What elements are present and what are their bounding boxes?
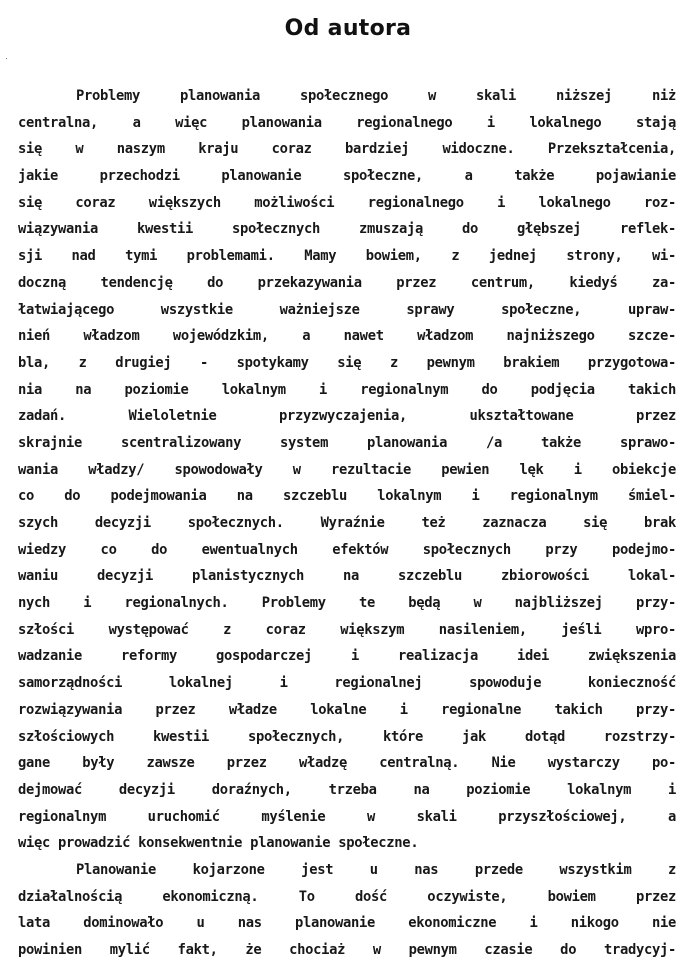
text-line: łatwiającego wszystkie ważniejsze sprawy społeczne, upraw- bbox=[18, 301, 676, 318]
text-line: rozwiązywania przez władze lokalne i regionalne takich przy- bbox=[18, 701, 676, 718]
text-line: lata dominowało u nas planowanie ekonomiczne i nikogo nie bbox=[18, 915, 676, 932]
body-text bbox=[18, 83, 676, 964]
text-line: skrajnie scentralizowany system planowania /a także sprawo- bbox=[18, 434, 676, 451]
text-line: Planowanie kojarzone jest u nas przede wszystkim z bbox=[76, 861, 676, 878]
text-line: sji nad tymi problemami. Mamy bowiem, z jednej strony, wi- bbox=[18, 248, 676, 265]
text-line: centralna, a więc planowania regionalnego i lokalnego stają bbox=[18, 114, 676, 131]
text-line: Problemy planowania społecznego w skali niższej niż bbox=[76, 88, 676, 104]
text-line: działalnością ekonomiczną. To dość oczywiste, bowiem przez bbox=[18, 888, 676, 905]
text-line: bla, z drugiej - spotykamy się z pewnym brakiem przygotowa- bbox=[18, 354, 676, 371]
text-line: zadań. Wieloletnie przyzwyczajenia, ukształtowane przez bbox=[18, 408, 676, 425]
text-line: powinien mylić fakt, że chociaż w pewnym czasie do tradycyj- bbox=[18, 942, 676, 958]
text-line: samorządności lokalnej i regionalnej spowoduje konieczność bbox=[18, 675, 676, 692]
text-line: się coraz większych możliwości regionalnego i lokalnego roz- bbox=[18, 194, 676, 211]
text-line: jakie przechodzi planowanie społeczne, a także pojawianie bbox=[18, 168, 676, 185]
text-line: doczną tendencję do przekazywania przez centrum, kiedyś za- bbox=[18, 274, 676, 291]
text-line: regionalnym uruchomić myślenie w skali przyszłościowej, a bbox=[18, 808, 676, 825]
text-line: więc prowadzić konsekwentnie planowanie społeczne. bbox=[18, 835, 419, 852]
text-line: wania władzy/ spowodowały w rezultacie pewien lęk i obiekcje bbox=[18, 461, 676, 478]
page-title: Od autora bbox=[284, 16, 412, 41]
text-line: nień władzom wojewódzkim, a nawet władzom najniższego szcze- bbox=[18, 328, 676, 345]
text-line: nych i regionalnych. Problemy te będą w najbliższej przy- bbox=[18, 595, 676, 612]
text-line: szych decyzji społecznych. Wyraźnie też zaznacza się brak bbox=[18, 515, 676, 531]
text-line: wadzanie reformy gospodarczej i realizacja idei zwiększenia bbox=[18, 648, 676, 665]
scan-speck bbox=[6, 58, 7, 59]
text-line: szłościowych kwestii społecznych, które jak dotąd rozstrzy- bbox=[18, 728, 676, 745]
text-line: waniu decyzji planistycznych na szczeblu zbiorowości lokal- bbox=[18, 568, 676, 585]
text-line: co do podejmowania na szczeblu lokalnym i regionalnym śmiel- bbox=[18, 488, 676, 505]
text-line: szłości występować z coraz większym nasileniem, jeśli wpro- bbox=[18, 621, 676, 638]
text-line: wiązywania kwestii społecznych zmuszają do głębszej reflek- bbox=[18, 221, 676, 238]
text-line: wiedzy co do ewentualnych efektów społecznych przy podejmo- bbox=[18, 541, 676, 558]
text-line: gane były zawsze przez władzę centralną. Nie wystarczy po- bbox=[18, 755, 676, 772]
text-line: dejmować decyzji doraźnych, trzeba na poziomie lokalnym i bbox=[18, 781, 676, 798]
text-line: się w naszym kraju coraz bardziej widoczne. Przekształcenia, bbox=[18, 141, 676, 158]
text-line: nia na poziomie lokalnym i regionalnym do podjęcia takich bbox=[18, 381, 676, 398]
